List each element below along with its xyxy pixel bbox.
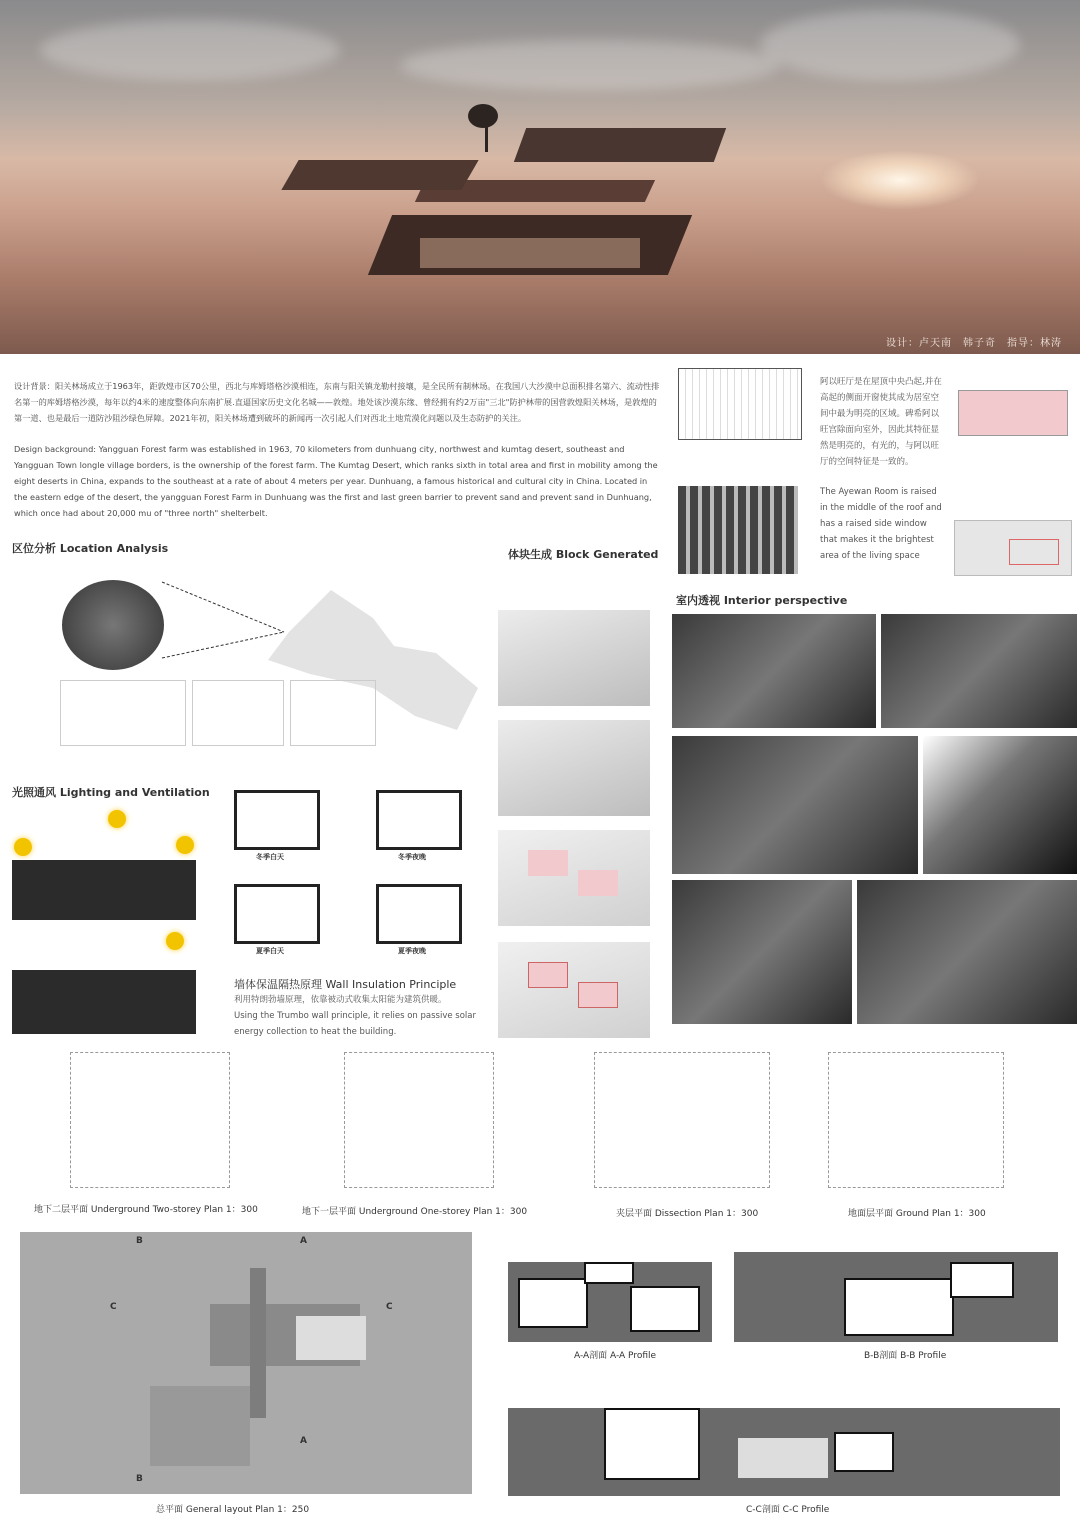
wall-diagram-2 — [376, 790, 462, 850]
block-volume — [578, 982, 618, 1008]
block-step-1 — [498, 610, 650, 706]
sun-icon — [108, 810, 126, 828]
section-mark: C — [110, 1302, 117, 1312]
interior-photo-2 — [881, 614, 1077, 728]
wall-diagram-1 — [234, 790, 320, 850]
cloud — [40, 20, 340, 80]
ayewan-photo — [678, 486, 798, 574]
building-slab — [281, 160, 478, 190]
plan-caption-4: 地面层平面 Ground Plan 1：300 — [848, 1209, 986, 1219]
block-volume — [528, 962, 568, 988]
wall-label-1: 冬季白天 — [256, 853, 284, 861]
profile-room — [630, 1286, 700, 1332]
building-glass — [420, 238, 640, 268]
ayewan-text-cn: 阿以旺厅是在屋顶中央凸起,并在高起的侧面开窗使其成为居室空间中最为明亮的区域。碑希阿以旺宫除面向室外，因此其特征显然是明亮的，有光的，与阿以旺厅的空间特征是一致的。 — [820, 377, 942, 467]
interior-title: 室内透视 Interior perspective — [676, 594, 848, 607]
profile-caption-cc: C-C剖面 C-C Profile — [746, 1505, 830, 1515]
profile-room — [604, 1408, 700, 1480]
profile-court — [738, 1438, 828, 1478]
lighting-section-1 — [12, 860, 196, 920]
ayewan-section-room — [1009, 539, 1059, 565]
cloud — [400, 40, 780, 90]
ayewan-text-en: The Ayewan Room is raised in the middle of the roof and has a raised side window that makes it the brightest area of the living space — [820, 487, 942, 561]
plan-caption-2: 地下一层平面 Underground One-storey Plan 1：300 — [302, 1207, 528, 1217]
profile-room — [518, 1278, 588, 1328]
wall-diagram-4 — [376, 884, 462, 944]
profile-bb — [734, 1252, 1058, 1342]
site-building — [150, 1386, 250, 1466]
sun-icon — [176, 836, 194, 854]
sun-icon — [14, 838, 32, 856]
block-step-2 — [498, 720, 650, 816]
site-caption: 总平面 General layout Plan 1：250 — [156, 1505, 310, 1515]
profile-room — [844, 1278, 954, 1336]
profile-room — [950, 1262, 1014, 1298]
wall-title: 墙体保温隔热原理 Wall Insulation Principle — [234, 978, 457, 991]
section-mark: C — [386, 1302, 393, 1312]
site-plan — [20, 1232, 472, 1494]
profile-caption-bb: B-B剖面 B-B Profile — [864, 1351, 947, 1361]
location-zoom-map — [62, 580, 164, 670]
plan-caption-3: 夹层平面 Dissection Plan 1：300 — [616, 1209, 759, 1219]
plan-drawing-2 — [344, 1052, 494, 1188]
profile-aa — [508, 1262, 712, 1342]
design-credit: 设计：卢天南 韩子奇 指导：林涛 — [886, 338, 1062, 349]
profile-room — [834, 1432, 894, 1472]
building-slab — [514, 128, 726, 162]
wall-label-2: 冬季夜晚 — [398, 853, 426, 861]
plan-drawing-3 — [594, 1052, 770, 1188]
climate-chart-1 — [60, 680, 186, 746]
tree-trunk — [485, 122, 488, 152]
block-volume — [578, 870, 618, 896]
interior-photo-1 — [672, 614, 876, 728]
cloud — [760, 10, 1020, 80]
section-mark: B — [136, 1474, 143, 1484]
background-en: Design background: Yangguan Forest farm was established in 1963, 70 kilometers from dunhuang city, northwest and kumtag desert, southeast and Yangguan Town longle village borders, is the ownership of the forest farm. The Kumtag Desert, which ranks sixth in total area and first in mobility among the eight deserts in China, expands to the southeast at a rate of about 4 meters per year. Dunhuang, a famous historical and cultural city in China. Located in the eastern edge of the desert, the yangguan Forest Farm in Dunhuang was the first and last green barrier to prevent sand and prevent sand in Dunhuang, which once had about 20,000 mu of "three north" shelterbelt. — [14, 444, 658, 518]
location-title: 区位分析 Location Analysis — [12, 542, 169, 555]
interior-photo-5 — [672, 880, 852, 1024]
site-corridor — [250, 1268, 266, 1418]
interior-photo-4 — [923, 736, 1077, 874]
profile-cc — [508, 1408, 1060, 1496]
sun-icon — [166, 932, 184, 950]
plan-caption-1: 地下二层平面 Underground Two-storey Plan 1：300 — [34, 1205, 258, 1215]
wall-label-3: 夏季白天 — [256, 947, 284, 955]
ayewan-sketch — [678, 368, 802, 440]
climate-chart-3 — [290, 680, 376, 746]
wall-label-4: 夏季夜晚 — [398, 947, 426, 955]
block-step-4 — [498, 942, 650, 1038]
lighting-title: 光照通风 Lighting and Ventilation — [12, 786, 210, 799]
climate-chart-2 — [192, 680, 284, 746]
profile-room — [584, 1262, 634, 1284]
tree — [468, 104, 498, 128]
section-mark: B — [136, 1236, 143, 1246]
plan-drawing-1 — [70, 1052, 230, 1188]
wall-text-cn: 利用特朗勃墙原理，依靠被动式收集太阳能为建筑供暖。 — [234, 995, 447, 1005]
block-title: 体块生成 Block Generated — [508, 548, 659, 561]
wall-text-en: Using the Trumbo wall principle, it relies on passive solar energy collection to heat the building. — [234, 1011, 476, 1037]
hero-render — [0, 0, 1080, 354]
plan-drawing-4 — [828, 1052, 1004, 1188]
block-step-3 — [498, 830, 650, 926]
ayewan-section-diagram — [954, 520, 1072, 576]
ayewan-diagram — [958, 390, 1068, 436]
profile-caption-aa: A-A剖面 A-A Profile — [574, 1351, 657, 1361]
site-building — [296, 1316, 366, 1360]
interior-photo-6 — [857, 880, 1077, 1024]
section-mark: A — [300, 1236, 307, 1246]
wall-diagram-3 — [234, 884, 320, 944]
background-cn: 设计背景：阳关林场成立于1963年，距敦煌市区70公里，西北与库姆塔格沙漠相连，东南与阳关镇龙勒村接壤，是全民所有制林场。在我国八大沙漠中总面积排名第六、流动性排名第一的库姆塔格沙漠，每年以约4米的速度整体向东南扩展.直逼国家历史文化名城——敦煌。地处该沙漠东缘、曾经拥有约2万亩"三北"防护林带的国营敦煌阳关林场，是敦煌的第一道、也是最后一道防沙阻沙绿色屏障。2021年初，阳关林场遭到破坏的新闻再一次引起人们对西北土地荒漠化问题以及生态防护的关注。 — [14, 381, 660, 423]
lighting-section-2 — [12, 970, 196, 1034]
block-volume — [528, 850, 568, 876]
section-mark: A — [300, 1436, 307, 1446]
interior-photo-3 — [672, 736, 918, 874]
sun-glow — [820, 150, 980, 210]
